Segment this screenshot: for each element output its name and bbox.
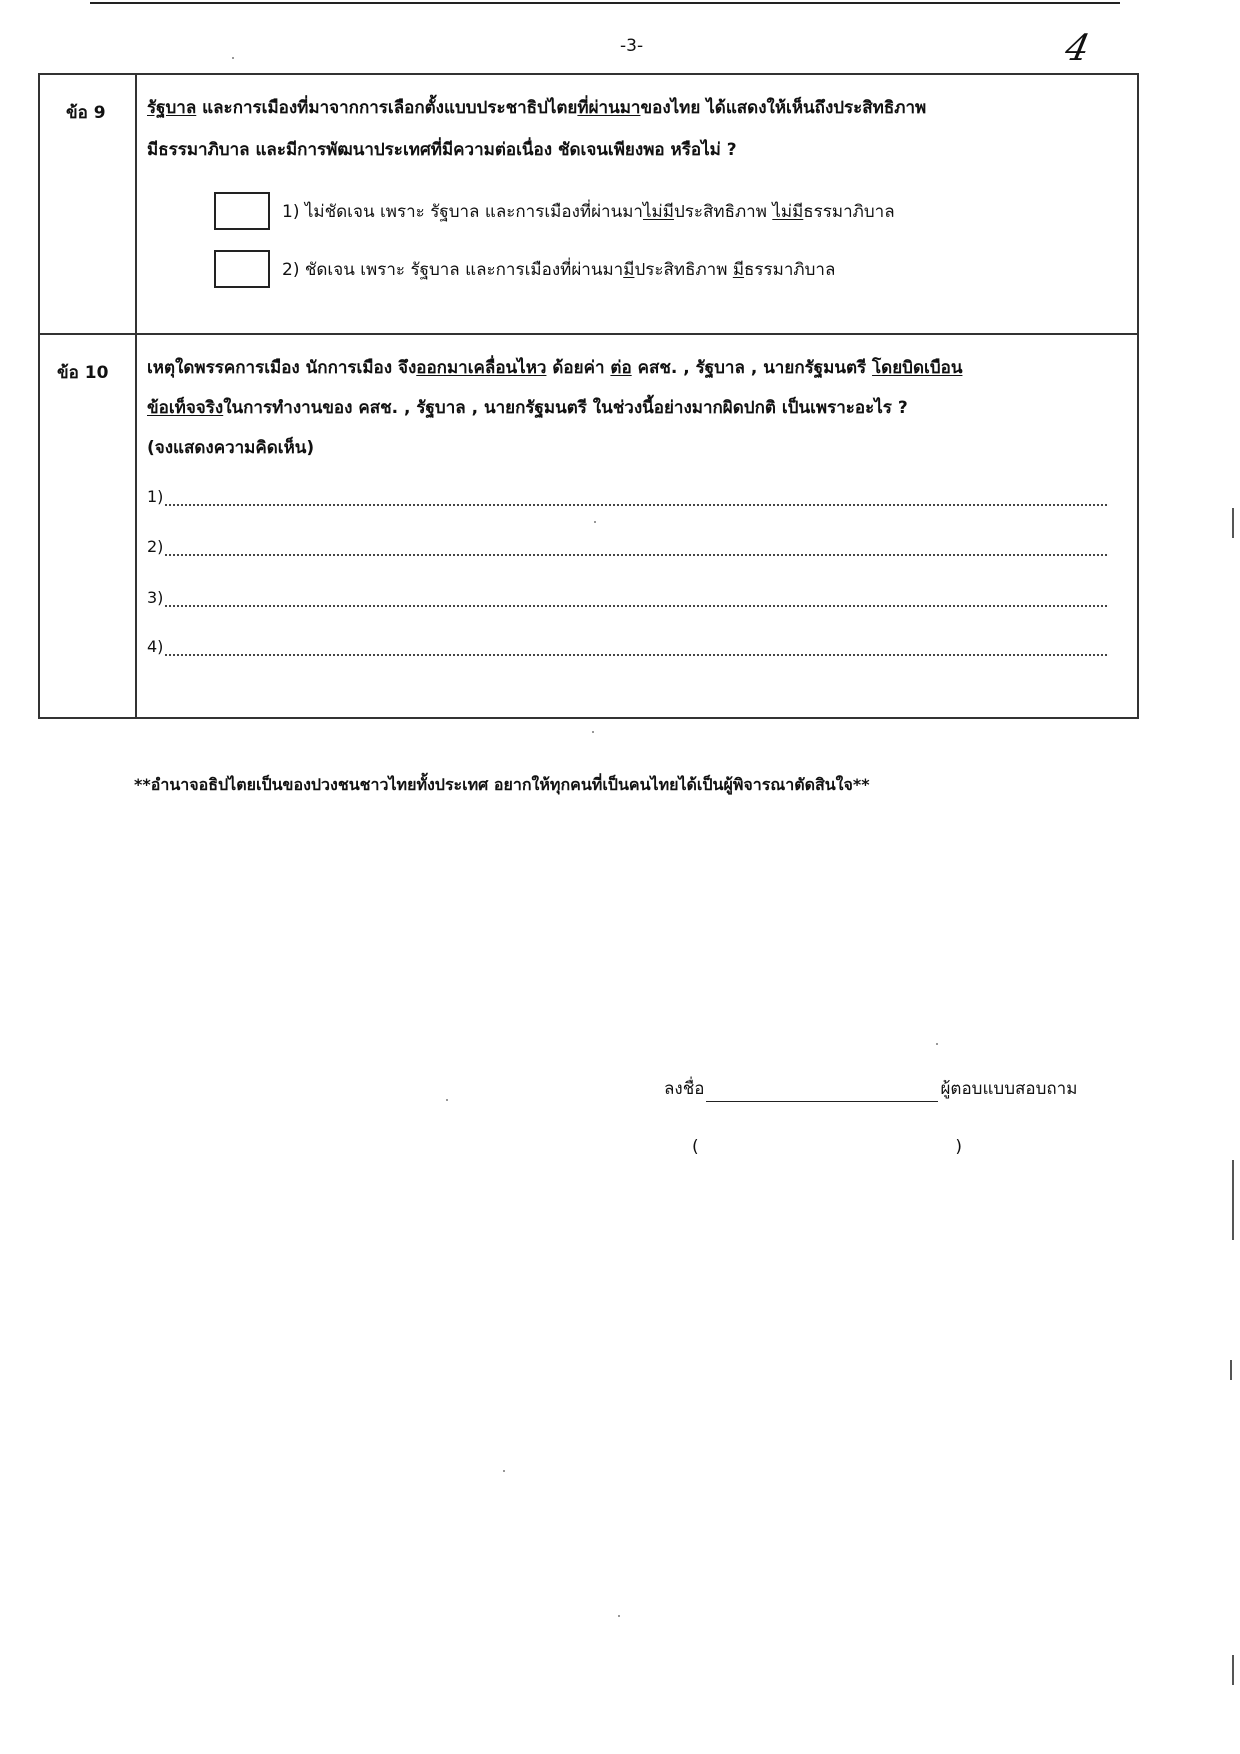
scan-speck [232, 57, 234, 59]
q10-line-3: (จงแสดงความคิดเห็น) [147, 438, 315, 458]
page-number: -3- [620, 36, 644, 56]
scan-speck [618, 1615, 620, 1617]
q9-choice-2[interactable] [214, 250, 835, 288]
q9-choice-1-checkbox[interactable] [214, 192, 270, 230]
q9-underline-past: ที่ผ่านมา [577, 98, 641, 118]
signature-label: ลงชื่อ [664, 1079, 705, 1099]
scan-speck [446, 1099, 448, 1101]
q10-line-2: ข้อเท็จจริงในการทำงานของ คสช. , รัฐบาล , นายกรัฐมนตรี ในช่วงนี้อย่างมากผิดปกติ เป็นเพราะอะไร ? [147, 398, 908, 418]
q9-line-1: รัฐบาล และการเมืองที่มาจากการเลือกตั้งแบบประชาธิปไตยที่ผ่านมาของไทย ได้แสดงให้เห็นถึงประสิทธิภาพ [147, 98, 927, 118]
signature-line[interactable] [706, 1083, 938, 1102]
q9-underline-government: รัฐบาล [147, 98, 197, 118]
q10-answer-line-2[interactable]: 2) [147, 537, 1107, 556]
signature-block [664, 1075, 1077, 1102]
scan-speck [936, 1043, 938, 1045]
row-divider [40, 333, 1137, 335]
edge-mark [1232, 1655, 1234, 1685]
q9-choice-1-label: 1) ไม่ชัดเจน เพราะ รัฐบาล และการเมืองที่ผ่านมาไม่มีประสิทธิภาพ ไม่มีธรรมาภิบาล [282, 201, 895, 222]
scan-speck [503, 1470, 505, 1472]
q9-number: ข้อ 9 [66, 103, 106, 123]
q9-choice-2-checkbox[interactable] [214, 250, 270, 288]
q10-number: ข้อ 10 [57, 363, 109, 383]
q9-line-2: มีธรรมาภิบาล และมีการพัฒนาประเทศที่มีความต่อเนื่อง ชัดเจนเพียงพอ หรือไม่ ? [147, 140, 737, 160]
edge-mark [1232, 508, 1234, 538]
q10-answer-line-4[interactable]: 4) [147, 637, 1107, 656]
top-rule [90, 2, 1120, 4]
q9-choice-1[interactable] [214, 192, 895, 230]
printed-name-field[interactable] [692, 1137, 962, 1157]
footer-note: **อำนาจอธิปไตยเป็นของปวงชนชาวไทยทั้งประเทศ อยากให้ทุกคนที่เป็นคนไทยได้เป็นผู้พิจารณาตัดสินใจ** [134, 775, 870, 794]
q10-answer-line-3[interactable]: 3) [147, 588, 1107, 607]
column-divider [135, 75, 137, 717]
open-paren: ( [692, 1137, 699, 1157]
scan-speck [594, 521, 596, 523]
handwritten-page-number: 4 [1061, 28, 1094, 69]
q10-line-1: เหตุใดพรรคการเมือง นักการเมือง จึงออกมาเคลื่อนไหว ด้อยค่า ต่อ คสช. , รัฐบาล , นายกรัฐมนตรี โดยบิดเบือน [147, 358, 963, 378]
edge-mark [1230, 1360, 1232, 1380]
q9-choice-2-label: 2) ชัดเจน เพราะ รัฐบาล และการเมืองที่ผ่านมามีประสิทธิภาพ มีธรรมาภิบาล [282, 259, 836, 280]
respondent-label: ผู้ตอบแบบสอบถาม [940, 1079, 1078, 1099]
close-paren: ) [955, 1137, 962, 1157]
question-table [38, 73, 1139, 719]
q10-answer-line-1[interactable]: 1) [147, 487, 1107, 506]
scan-speck [592, 731, 594, 733]
edge-mark [1232, 1160, 1234, 1240]
